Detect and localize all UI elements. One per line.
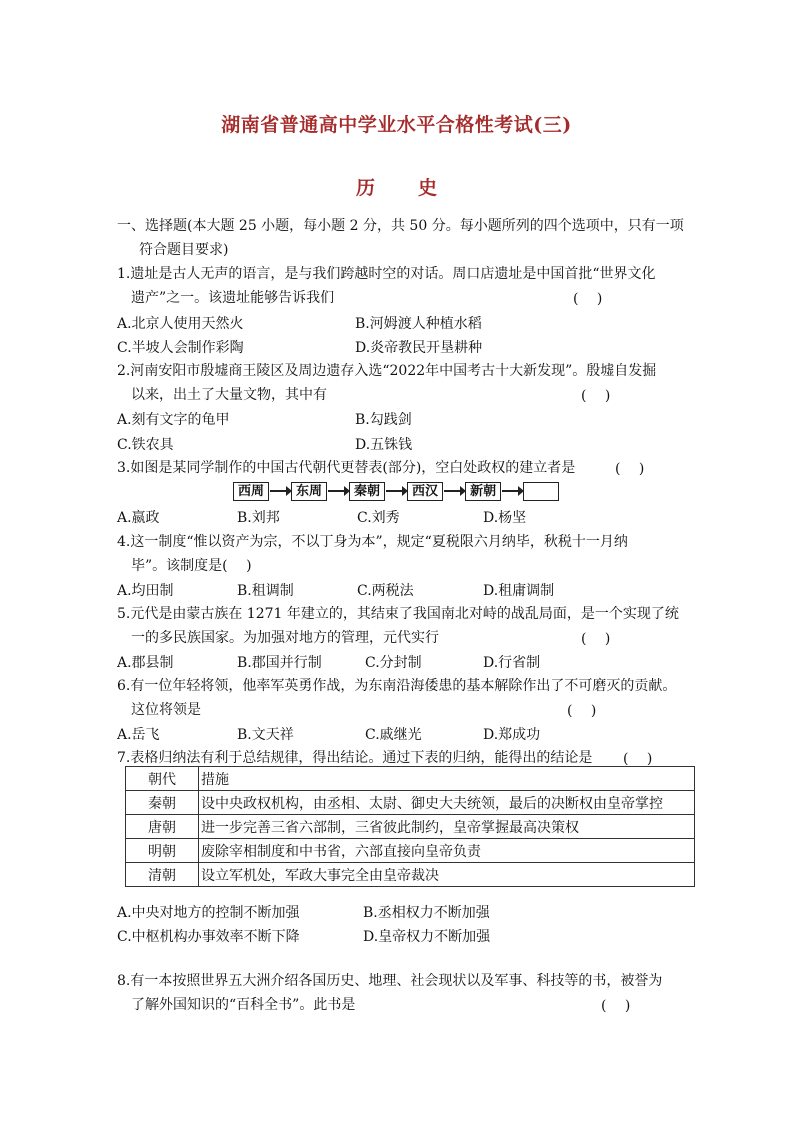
q2-option-c: C.铁农具 [117,437,174,453]
q4-option-c: C.两税法 [357,583,414,599]
q3-option-c: C.刘秀 [357,510,400,526]
q3-option-d: D.杨坚 [483,510,527,526]
table-row [126,815,695,839]
q6-stem-line1: 6.有一位年轻将领，他率军英勇作战，为东南沿海倭患的基本解除作出了不可磨灭的贡献。 [117,678,677,694]
q1-answer-blank: ( ) [573,291,603,307]
q3-option-a: A.嬴政 [117,510,160,526]
q7-option-c: C.中枢机构办事效率不断下降 [117,929,300,945]
q5-option-c: C.分封制 [365,655,422,671]
q8-answer-blank: ( ) [601,998,631,1014]
q6-option-d: D.郑成功 [483,727,541,743]
table-cell: 秦朝 [126,791,199,815]
q7-answer-blank: ( ) [623,751,653,767]
exam-title: 湖南省普通高中学业水平合格性考试(三) [221,114,572,136]
q7-stem-line1: 7.表格归纳法有利于总结规律，得出结论。通过下表的归纳，能得出的结论是 [117,750,593,766]
section-instruction-line2: 符合题目要求) [139,242,229,258]
q5-option-a: A.郡县制 [117,655,174,671]
q1-option-d: D.炎帝教民开垦耕种 [355,340,483,356]
table-cell: 进一步完善三省六部制，三省彼此制约，皇帝掌握最高决策权 [199,815,695,839]
flow-box-blank [523,482,559,501]
q8-stem-line2: 了解外国知识的“百科全书”。此书是 [131,997,356,1013]
q7-table [125,766,695,887]
q2-option-b: B.勾践剑 [355,412,412,428]
table-cell: 设立军机处，军政大事完全由皇帝裁决 [199,863,695,887]
q7-option-b: B.丞相权力不断加强 [363,905,490,921]
flow-arrow-icon [386,490,406,492]
flow-arrow-icon [444,490,464,492]
q2-option-a: A.刻有文字的龟甲 [117,412,230,428]
q6-option-b: B.文天祥 [237,727,294,743]
subject-title: 历 史 [355,177,449,199]
q5-stem-line2: 一的多民族国家。为加强对地方的管理，元代实行 [131,630,439,646]
q6-option-c: C.戚继光 [365,727,422,743]
q1-stem-line1: 1.遗址是古人无声的语言，是与我们跨越时空的对话。周口店遗址是中国首批“世界文化 [117,266,656,282]
flow-box-qinchao: 秦朝 [349,482,385,501]
q5-option-d: D.行省制 [483,655,541,671]
q5-option-b: B.郡国并行制 [237,655,322,671]
q2-stem-line1: 2.河南安阳市殷墟商王陵区及周边遗存入选“2022年中国考古十大新发现”。殷墟自发掘 [117,363,657,379]
table-row [126,839,695,863]
q3-stem-line1: 3.如图是某同学制作的中国古代朝代更替表(部分)，空白处政权的建立者是 [117,460,576,476]
flow-box-xizhou: 西周 [233,482,269,501]
q1-option-c: C.半坡人会制作彩陶 [117,340,244,356]
q7-option-a: A.中央对地方的控制不断加强 [117,905,300,921]
flow-arrow-icon [328,490,348,492]
flow-box-xinchao: 新朝 [465,482,501,501]
q1-option-a: A.北京人使用天然火 [117,316,244,332]
q4-stem-line1: 4.这一制度“惟以资产为宗，不以丁身为本”，规定“夏税限六月纳毕，秋税十一月纳 [117,534,628,550]
q2-answer-blank: ( ) [581,388,611,404]
table-row [126,863,695,887]
q1-stem-line2: 遗产”之一。该遗址能够告诉我们 [131,290,335,306]
q6-answer-blank: ( ) [567,703,597,719]
q5-stem-line1: 5.元代是由蒙古族在 1271 年建立的，其结束了我国南北对峙的战乱局面，是一个实现了统 [117,606,679,622]
q3-answer-blank: ( ) [615,461,645,477]
q7-option-d: D.皇帝权力不断加强 [363,929,491,945]
table-cell: 唐朝 [126,815,199,839]
table-cell: 设中央政权机构，由丞相、太尉、御史大夫统领，最后的决断权由皇帝掌控 [199,791,695,815]
q1-option-b: B.河姆渡人种植水稻 [355,316,482,332]
flow-arrow-icon [502,490,522,492]
q6-stem-line2: 这位将领是 [131,702,201,718]
q4-stem-line2: 毕”。该制度是( ) [131,558,252,574]
dynasty-flow-chart [233,481,559,501]
table-cell: 清朝 [126,863,199,887]
table-header-cell: 措施 [199,767,695,791]
q3-option-b: B.刘邦 [237,510,280,526]
table-cell: 废除宰相制度和中书省，六部直接向皇帝负责 [199,839,695,863]
flow-box-dongzhou: 东周 [291,482,327,501]
q5-answer-blank: ( ) [581,631,611,647]
flow-box-xihan: 西汉 [407,482,443,501]
q6-option-a: A.岳飞 [117,727,160,743]
table-cell: 明朝 [126,839,199,863]
q4-option-a: A.均田制 [117,583,174,599]
q2-option-d: D.五铢钱 [355,437,413,453]
q4-option-b: B.租调制 [237,583,294,599]
table-header-cell: 朝代 [126,767,199,791]
table-row [126,791,695,815]
flow-arrow-icon [270,490,290,492]
section-instruction-line1: 一、选择题(本大题 25 小题，每小题 2 分，共 50 分。每小题所列的四个选项中，只有一项 [117,218,684,234]
table-header-row [126,767,695,791]
q2-stem-line2: 以来，出土了大量文物，其中有 [131,387,327,403]
q8-stem-line1: 8.有一本按照世界五大洲介绍各国历史、地理、社会现状以及军事、科技等的书，被誉为 [117,973,663,989]
q4-option-d: D.租庸调制 [483,583,555,599]
